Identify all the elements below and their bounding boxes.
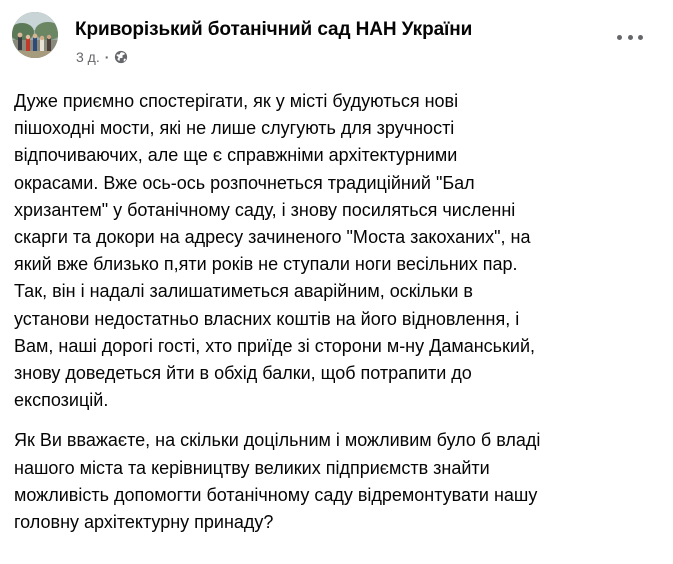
text-line: Як Ви вважаєте, на скільки доцільним і можливим було б владі xyxy=(14,430,541,451)
text-line: окрасами. Вже ось-ось розпочнеться традиційний "Бал xyxy=(14,172,475,193)
post-text xyxy=(14,88,666,536)
text-line: пішоходні мости, які не лише слугують для зручності xyxy=(14,118,455,139)
text-line: головну архітектурну принаду? xyxy=(14,512,274,533)
dot-2 xyxy=(628,35,633,40)
text-line: Вам, наші дорогі гості, хто приїде зі сторони м-ну Даманський, xyxy=(14,335,536,356)
text-line: нашого міста та керівництву великих підприємств знайти xyxy=(14,457,490,478)
text-line: Так, він і надалі залишатиметься аварійним, оскільки в xyxy=(14,281,473,302)
more-options-icon[interactable] xyxy=(617,29,643,45)
dot-3 xyxy=(638,35,643,40)
paragraph-1 xyxy=(14,88,666,414)
meta-separator: · xyxy=(104,49,110,65)
avatar-photo xyxy=(12,12,58,58)
dot-1 xyxy=(617,35,622,40)
page-name-link[interactable]: Криворізький ботанічний сад НАН України xyxy=(75,19,473,40)
text-line: відпочиваючих, але ще є справжніми архітектурними xyxy=(14,145,458,166)
text-line: знову доведеться йти в обхід балки, щоб потрапити до xyxy=(14,363,472,384)
text-line: можливість допомогти ботанічному саду відремонтувати нашу xyxy=(14,484,538,505)
page-avatar[interactable] xyxy=(12,12,58,58)
post-meta xyxy=(76,49,128,65)
text-line: установи недостатньо власних коштів на його відновлення, і xyxy=(14,308,520,329)
text-line: Дуже приємно спостерігати, як у місті будуються нові xyxy=(14,91,459,111)
post-timestamp[interactable]: 3 д. xyxy=(76,49,100,65)
globe-icon[interactable] xyxy=(114,50,128,64)
text-line: який вже близько п,яти років не ступали ноги весільних пар. xyxy=(14,254,518,275)
text-line: скарги та докори на адресу зачиненого "Моста закоханих", на xyxy=(14,227,531,248)
paragraph-2 xyxy=(14,427,666,536)
text-line: хризантем" у ботанічному саду, і знову посиляться численні xyxy=(14,199,516,220)
text-line: експозицій. xyxy=(14,390,109,411)
